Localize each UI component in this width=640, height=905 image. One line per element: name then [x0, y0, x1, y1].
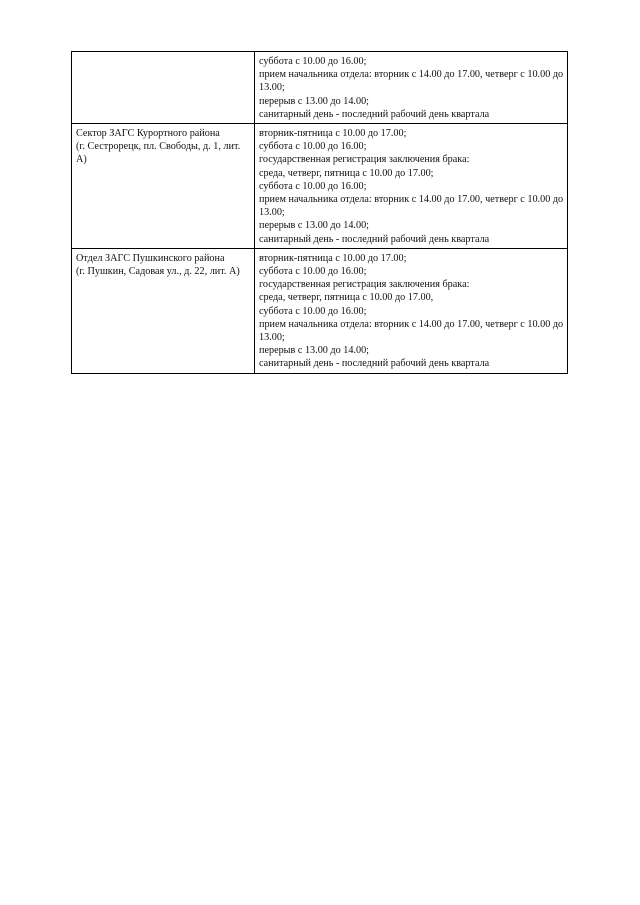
hours-line: санитарный день - последний рабочий день квартала: [259, 233, 490, 245]
table-row: [72, 52, 568, 124]
hours-line: государственная регистрация заключения брака:: [259, 154, 470, 166]
hours-line: суббота с 10.00 до 16.00;: [259, 266, 367, 278]
hours-line: вторник-пятница с 10.00 до 17.00;: [259, 128, 407, 140]
table-row: [72, 248, 568, 373]
office-cell: [72, 248, 255, 373]
hours-line: санитарный день - последний рабочий день квартала: [259, 358, 490, 370]
hours-line: перерыв с 13.00 до 14.00;: [259, 345, 369, 357]
hours-line: прием начальника отдела: вторник с 14.00 до 17.00, четверг с 10.00 до 13.00;: [259, 69, 564, 94]
hours-line: прием начальника отдела: вторник с 14.00 до 17.00, четверг с 10.00 до 13.00;: [259, 318, 564, 344]
office-name: Отдел ЗАГС Пушкинского района: [76, 252, 225, 264]
hours-line: среда, четверг, пятница с 10.00 до 17.00,: [259, 292, 434, 304]
hours-cell: [255, 248, 568, 373]
table-row: [72, 124, 568, 249]
hours-line: суббота с 10.00 до 16.00;: [259, 180, 367, 192]
office-cell: [72, 52, 255, 124]
hours-line: суббота с 10.00 до 16.00;: [259, 56, 367, 67]
office-cell: [72, 124, 255, 249]
hours-line: прием начальника отдела: вторник с 14.00 до 17.00, четверг с 10.00 до 13.00;: [259, 194, 564, 219]
hours-line: среда, четверг, пятница с 10.00 до 17.00;: [259, 167, 434, 179]
hours-line: государственная регистрация заключения брака:: [259, 279, 470, 291]
hours-line: перерыв с 13.00 до 14.00;: [259, 220, 369, 232]
zags-schedule-table: [71, 51, 568, 374]
hours-line: перерыв с 13.00 до 14.00;: [259, 95, 369, 107]
office-address: (г. Пушкин, Садовая ул., д. 22, лит. А): [76, 266, 240, 278]
hours-cell: [255, 52, 568, 124]
hours-line: суббота с 10.00 до 16.00;: [259, 305, 367, 317]
office-address: (г. Сестрорецк, пл. Свободы, д. 1, лит. А): [76, 141, 241, 166]
office-name: Сектор ЗАГС Курортного района: [76, 128, 220, 140]
hours-line: вторник-пятница с 10.00 до 17.00;: [259, 252, 407, 264]
hours-line: суббота с 10.00 до 16.00;: [259, 141, 367, 153]
hours-line: санитарный день - последний рабочий день квартала: [259, 108, 490, 120]
hours-cell: [255, 124, 568, 249]
